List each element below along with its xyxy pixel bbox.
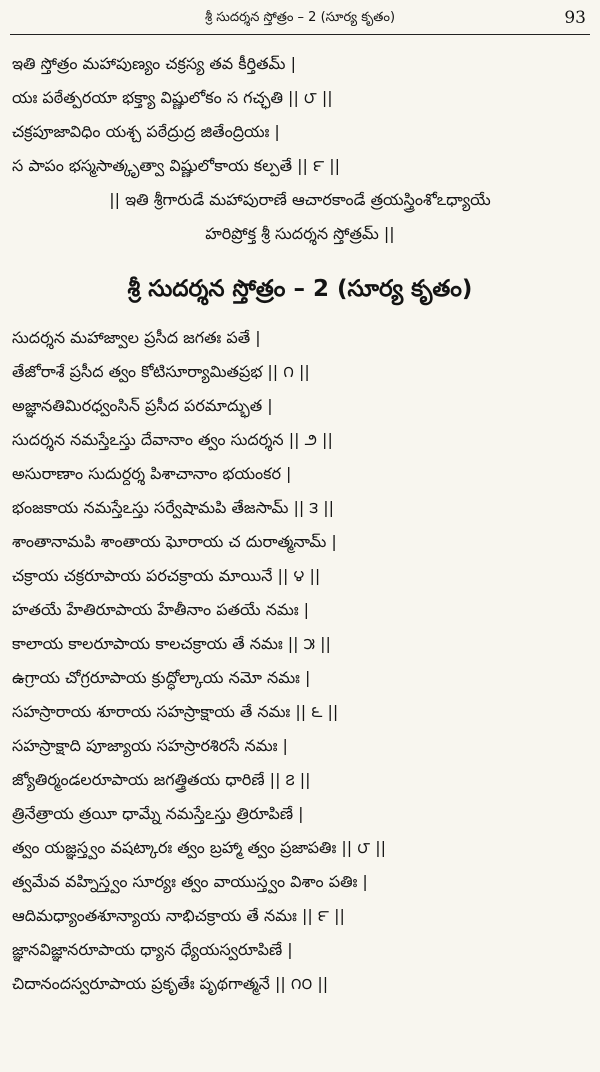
verse-line: చిదానందస్వరూపాయ ప్రకృతేః పృథగాత్మనే || ౧౦ ||	[12, 974, 329, 993]
verse-line: జ్ఞానవిజ్ఞానరూపాయ ధ్యాన ధ్యేయస్వరూపిణే |	[12, 940, 293, 959]
section-heading: శ్రీ సుదర్శన స్తోత్రం – 2 (సూర్య కృతం)	[127, 276, 473, 302]
verse-line: హతయే హేతిరూపాయ హేతీనాం పతయే నమః |	[12, 600, 310, 619]
verse-line: త్రినేత్రాయ త్రయీ ధామ్నే నమస్తేఽస్తు త్రిరూపిణే |	[12, 804, 304, 823]
running-header	[10, 6, 590, 35]
verse-line: సుదర్శన మహాజ్వాల ప్రసీద జగతః పతే |	[12, 328, 261, 347]
verse-line: చక్రాయ చక్రరూపాయ పరచక్రాయ మాయినే || ౪ ||	[12, 566, 321, 585]
verse-line: సహస్రారాయ శూరాయ సహస్రాక్షాయ తే నమః || ౬ ||	[12, 702, 339, 721]
verse-line: ఉగ్రాయ చోగ్రరూపాయ క్రుద్ధోల్కాయ నమో నమః |	[12, 668, 311, 687]
verse-line: జ్యోతిర్మండలరూపాయ జగత్త్రితయ ధారిణే || ౭ ||	[12, 770, 311, 789]
verse-line: అసురాణాం సుదుర్దర్శ పిశాచానాం భయంకర |	[12, 464, 292, 483]
verse-line: సహస్రాక్షాది పూజ్యాయ సహస్రారశిరసే నమః |	[12, 736, 288, 755]
verse-line: త్వమేవ వహ్నిస్త్వం సూర్యః త్వం వాయుస్త్వం విశాం పతిః |	[12, 872, 368, 891]
verse-line: ఇతి స్తోత్రం మహాపుణ్యం చక్రస్య తవ కీర్తితమ్ |	[12, 54, 296, 73]
page-number: 93	[564, 8, 586, 28]
verse-line: సుదర్శన నమస్తేఽస్తు దేవానాం త్వం సుదర్శన || ౨ ||	[12, 430, 333, 449]
verse-line: అజ్ఞానతిమిరధ్వంసిన్ ప్రసీద పరమాద్భుత |	[12, 396, 273, 415]
verse-line: శాంతానామపి శాంతాయ ఘోరాయ చ దురాత్మనామ్ |	[12, 532, 337, 551]
colophon-line: || ఇతి శ్రీగారుడే మహాపురాణే ఆచారకాండే త్రయస్త్రింశోఽధ్యాయే	[109, 190, 491, 209]
verse-line: కాలాయ కాలరూపాయ కాలచక్రాయ తే నమః || ౫ ||	[12, 634, 331, 653]
running-title: శ్రీ సుదర్శన స్తోత్రం – 2 (సూర్య కృతం)	[204, 10, 396, 25]
verse-line: త్వం యజ్ఞస్త్వం వషట్కారః త్వం బ్రహ్మా త్వం ప్రజాపతిః || ౮ ||	[12, 838, 386, 857]
colophon-line: హరిప్రోక్త శ్రీ సుదర్శన స్తోత్రమ్ ||	[205, 224, 395, 243]
verse-line: తేజోరాశే ప్రసీద త్వం కోటిసూర్యామితప్రభ || ౧ ||	[12, 362, 310, 381]
verse-line: ఆదిమధ్యాంతశూన్యాయ నాభిచక్రాయ తే నమః || ౯ ||	[12, 906, 345, 925]
verse-line: భంజకాయ నమస్తేఽస్తు సర్వేషామపి తేజసామ్ || ౩ ||	[12, 498, 335, 517]
verse-line: స పాపం భస్మసాత్కృత్వా విష్ణులోకాయ కల్పతే || ౯ ||	[12, 156, 341, 175]
verse-line: యః పఠేత్పరయా భక్త్యా విష్ణులోకం స గచ్ఛతి || ౮ ||	[12, 88, 333, 107]
verse-line: చక్రపూజావిధిం యశ్చ పఠేద్రుద్ర జితేంద్రియః |	[12, 122, 280, 141]
